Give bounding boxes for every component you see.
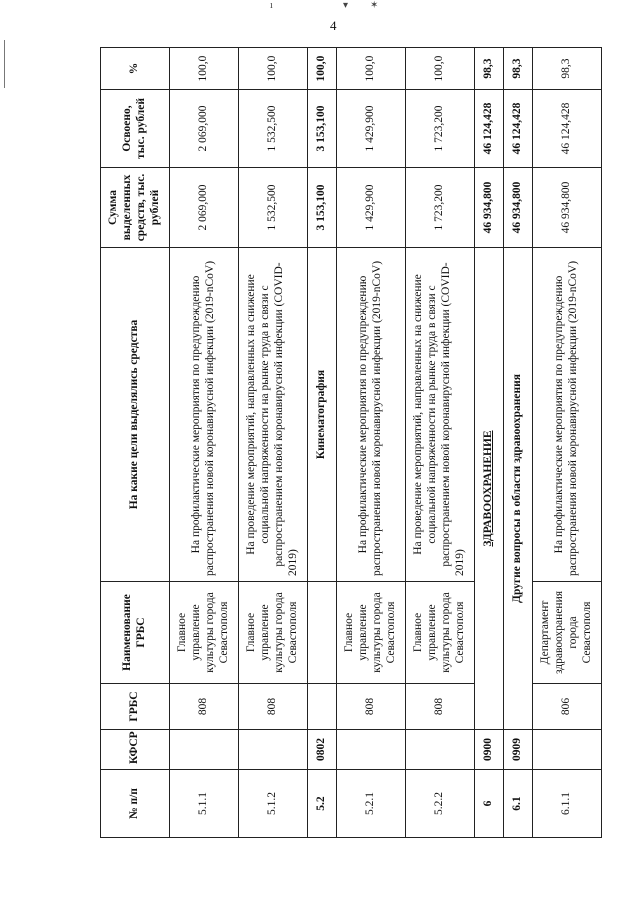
header-name: Наименование ГРБС: [101, 582, 170, 684]
cell-no: 5.1.1: [170, 770, 239, 838]
scan-mark: ✶: [370, 0, 379, 11]
cell-name: Главное управление культуры города Севастополя: [337, 582, 406, 684]
cell-grbs: 808: [337, 684, 406, 730]
header-purpose: На какие цели выделялись средства: [101, 248, 170, 582]
section-title: ЗДРАВООХРАНЕНИЕ: [475, 248, 504, 730]
table-row: [533, 48, 602, 838]
cell-mastered: 2 069,000: [170, 90, 239, 168]
cell-allocated: 1 723,200: [406, 168, 475, 248]
cell-grbs: 806: [533, 684, 602, 730]
cell-kfsr: 0900: [475, 730, 504, 770]
cell-purpose: На профилактические мероприятия по предупреждению распространения новой коронавирусной инфекции (2019-nCoV): [170, 248, 239, 582]
cell-allocated: 3 153,100: [308, 168, 337, 248]
cell-no: 6.1.1: [533, 770, 602, 838]
cell-kfsr: [406, 730, 475, 770]
header-mastered: Освоено, тыс. рублей: [101, 90, 170, 168]
section-row: [308, 48, 337, 838]
cell-allocated: 46 934,800: [475, 168, 504, 248]
cell-kfsr: [337, 730, 406, 770]
cell-allocated: 46 934,800: [504, 168, 533, 248]
cell-grbs: 808: [170, 684, 239, 730]
header-no: № п/п: [101, 770, 170, 838]
cell-allocated: 1 532,500: [239, 168, 308, 248]
cell-purpose: На проведение мероприятий, направленных на снижение социальной напряженности на рынке труда в связи с распространением новой коронавирусной инфекции (COVID-2019): [406, 248, 475, 582]
cell-no: 6.1: [504, 770, 533, 838]
scan-mark: ▾: [343, 0, 349, 11]
cell-mastered: 3 153,100: [308, 90, 337, 168]
header-percent: %: [101, 48, 170, 90]
cell-kfsr: 0802: [308, 730, 337, 770]
cell-name: Главное управление культуры города Севастополя: [406, 582, 475, 684]
cell-percent: 98,3: [504, 48, 533, 90]
cell-purpose: На профилактические мероприятия по предупреждению распространения новой коронавирусной инфекции (2019-nCoV): [337, 248, 406, 582]
cell-name: Главное управление культуры города Севастополя: [170, 582, 239, 684]
cell-grbs: 808: [406, 684, 475, 730]
cell-name: Департамент здравоохранения города Севастополя: [533, 582, 602, 684]
cell-mastered: 1 723,200: [406, 90, 475, 168]
table-row: [170, 48, 239, 838]
cell-kfsr: 0909: [504, 730, 533, 770]
cell-name: Главное управление культуры города Севастополя: [239, 582, 308, 684]
cell-grbs: 808: [239, 684, 308, 730]
cell-grbs: [308, 684, 337, 730]
header-kfsr: КФСР: [101, 730, 170, 770]
cell-purpose: На проведение мероприятий, направленных на снижение социальной напряженности на рынке труда в связи с распространением новой коронавирусной инфекции (COVID-2019): [239, 248, 308, 582]
cell-no: 5.2.1: [337, 770, 406, 838]
header-allocated: Сумма выделенных средств, тыс. рублей: [101, 168, 170, 248]
cell-percent: 98,3: [533, 48, 602, 90]
cell-mastered: 46 124,428: [533, 90, 602, 168]
header-grbs: ГРБС: [101, 684, 170, 730]
cell-kfsr: [533, 730, 602, 770]
scan-mark: ı: [270, 0, 273, 11]
cell-percent: 98,3: [475, 48, 504, 90]
cell-mastered: 1 429,900: [337, 90, 406, 168]
cell-no: 6: [475, 770, 504, 838]
cell-mastered: 1 532,500: [239, 90, 308, 168]
table-row: [337, 48, 406, 838]
cell-allocated: 46 934,800: [533, 168, 602, 248]
cell-percent: 100,0: [337, 48, 406, 90]
cell-purpose: На профилактические мероприятия по предупреждению распространения новой коронавирусной инфекции (2019-nCoV): [533, 248, 602, 582]
cell-kfsr: [239, 730, 308, 770]
section-row: [504, 48, 533, 838]
cell-name: [308, 582, 337, 684]
cell-percent: 100,0: [406, 48, 475, 90]
cell-kfsr: [170, 730, 239, 770]
cell-allocated: 2 069,000: [170, 168, 239, 248]
section-title: Другие вопросы в области здравоохранения: [504, 248, 533, 730]
table-row: [239, 48, 308, 838]
cell-no: 5.2.2: [406, 770, 475, 838]
section-row: [475, 48, 504, 838]
cell-mastered: 46 124,428: [504, 90, 533, 168]
margin-line: [4, 40, 5, 88]
page-number: 4: [330, 18, 337, 33]
cell-percent: 100,0: [239, 48, 308, 90]
cell-no: 5.1.2: [239, 770, 308, 838]
budget-table: [100, 47, 602, 838]
cell-percent: 100,0: [308, 48, 337, 90]
rotated-table-container: [100, 48, 593, 838]
table-row: [406, 48, 475, 838]
cell-percent: 100,0: [170, 48, 239, 90]
cell-no: 5.2: [308, 770, 337, 838]
cell-mastered: 46 124,428: [475, 90, 504, 168]
table-header-row: [101, 48, 170, 838]
section-title: Кинематография: [308, 248, 337, 582]
cell-allocated: 1 429,900: [337, 168, 406, 248]
